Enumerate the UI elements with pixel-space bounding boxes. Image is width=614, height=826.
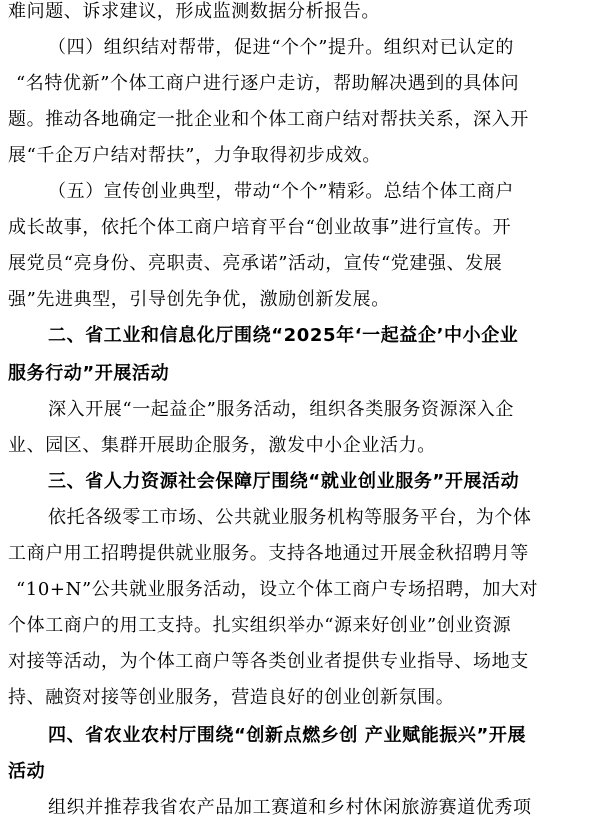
text-line: 工商户用工招聘提供就业服务。支持各地通过开展金秋招聘月等	[8, 543, 529, 564]
text-line: 强”先进典型，引导创先争优，激励创新发展。	[8, 289, 390, 310]
heading-4-continued: 活动	[8, 761, 46, 782]
section-heading-5: （五）宣传创业典型，带动“个个”精彩。总结个体工商户	[48, 181, 515, 202]
heading-4: 四、省农业农村厅围绕“创新点燃乡创 产业赋能振兴”开展	[48, 725, 527, 746]
heading-2-continued: 服务行动”开展活动	[8, 363, 170, 384]
heading-3: 三、省人力资源社会保障厅围绕“就业创业服务”开展活动	[48, 471, 520, 492]
text-line: 对接等活动，为个体工商户等各类创业者提供专业指导、场地支	[8, 651, 529, 672]
text-line: 题。推动各地确定一批企业和个体工商户结对帮扶关系，深入开	[8, 109, 529, 130]
text-line: 持、融资对接等创业服务，营造良好的创业创新氛围。	[8, 687, 455, 708]
text-line: 组织并推荐我省农产品加工赛道和乡村休闲旅游赛道优秀项	[48, 797, 532, 818]
heading-2: 二、省工业和信息化厅围绕“2025年‘一起益企’中小企业	[48, 325, 519, 346]
text-line: 难问题、诉求建议，形成监测数据分析报告。	[8, 1, 380, 22]
text-line: 依托各级零工市场、公共就业服务机构等服务平台，为个体	[48, 507, 532, 528]
text-line: “名特优新”个体工商户进行逐户走访，帮助解决遇到的具体问	[16, 73, 520, 94]
section-heading-4: （四）组织结对帮带，促进“个个”提升。组织对已认定的	[48, 37, 515, 58]
text-line: “10+N”公共就业服务活动，设立个体工商户专场招聘，加大对	[16, 579, 539, 600]
text-line: 展“千企万户结对帮扶”，力争取得初步成效。	[8, 145, 382, 166]
text-line: 成长故事，依托个体工商户培育平台“创业故事”进行宣传。开	[8, 217, 512, 238]
text-line: 展党员“亮身份、亮职责、亮承诺”活动，宣传“党建强、发展	[8, 253, 503, 274]
text-line: 个体工商户的用工支持。扎实组织举办“源来好创业”创业资源	[8, 615, 512, 636]
text-line: 深入开展“一起益企”服务活动，组织各类服务资源深入企	[48, 399, 515, 420]
text-line: 业、园区、集群开展助企服务，激发中小企业活力。	[8, 435, 436, 456]
